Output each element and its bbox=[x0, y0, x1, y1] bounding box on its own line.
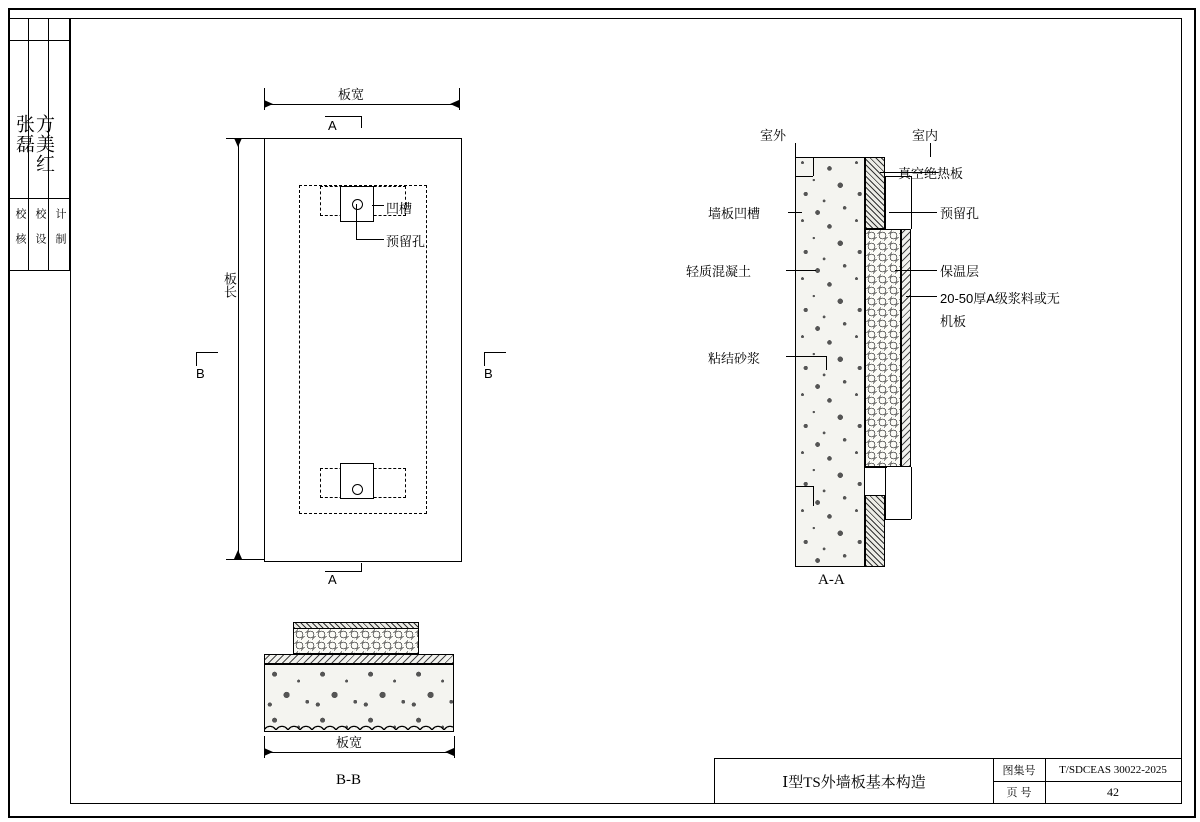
plan-section-mark-b-right: B bbox=[484, 366, 493, 381]
title-block-drawing-title: Ⅰ型TS外墙板基本构造 bbox=[782, 774, 926, 791]
plan-section-mark-b-left: B bbox=[196, 366, 205, 381]
section-aa-outdoor-label: 室外 bbox=[760, 128, 787, 143]
plan-width-dim-label: 板宽 bbox=[338, 87, 365, 102]
signature-1: 张磊 bbox=[13, 114, 34, 154]
section-bb-insulation-cap bbox=[293, 628, 419, 654]
strip-label-1: 校 设 bbox=[34, 208, 46, 245]
section-aa-insulation-layer bbox=[865, 229, 901, 467]
plan-upper-hole bbox=[352, 199, 363, 210]
title-block-page-label: 页 号 bbox=[1006, 787, 1032, 799]
section-bb-concrete-body bbox=[264, 664, 454, 732]
section-aa-bonding-mortar-strip bbox=[901, 229, 911, 467]
title-block-atlas-value: T/SDCEAS 30022-2025 bbox=[1059, 764, 1167, 776]
section-aa-callout-reserved-hole: 预留孔 bbox=[940, 206, 980, 221]
title-block bbox=[714, 758, 1182, 804]
section-aa-vip-bottom bbox=[865, 495, 885, 567]
section-aa-vip-top bbox=[865, 157, 885, 229]
section-aa-callout-vip: 真空绝热板 bbox=[898, 166, 964, 181]
sheet-inner-frame bbox=[70, 18, 1182, 804]
plan-lower-hole bbox=[352, 484, 363, 495]
section-bb-title: B-B bbox=[336, 772, 362, 788]
strip-label-2: 计 制 bbox=[54, 208, 66, 245]
title-block-atlas-label: 图集号 bbox=[1002, 765, 1036, 777]
section-aa-callout-slurry: 20-50厚A级浆料或无 bbox=[940, 291, 1060, 306]
section-bb-break-line bbox=[264, 724, 454, 730]
section-aa-callout-slurry-2: 机板 bbox=[940, 314, 967, 329]
section-aa-title: A-A bbox=[818, 572, 845, 588]
left-title-strip bbox=[8, 18, 70, 804]
section-aa-callout-bonding-mortar: 粘结砂浆 bbox=[708, 351, 761, 366]
section-aa-indoor-label: 室内 bbox=[912, 128, 939, 143]
section-aa-callout-insulation: 保温层 bbox=[940, 264, 980, 279]
plan-section-mark-a-top: A bbox=[328, 118, 337, 133]
plan-section-mark-a-bottom: A bbox=[328, 572, 337, 587]
title-block-page-value: 42 bbox=[1107, 784, 1119, 799]
signature-2: 方美红 bbox=[33, 114, 54, 174]
strip-label-0: 校 核 bbox=[14, 208, 26, 245]
section-aa-callout-wall-groove: 墙板凹槽 bbox=[708, 206, 761, 221]
section-aa-concrete-body bbox=[795, 157, 865, 567]
plan-callout-reserved-hole: 预留孔 bbox=[386, 234, 426, 249]
section-aa-callout-lightweight-concrete: 轻质混凝土 bbox=[686, 264, 752, 279]
plan-length-dim-label: 板长 bbox=[222, 272, 237, 298]
section-bb-mortar-band bbox=[264, 654, 454, 664]
plan-callout-groove: 凹槽 bbox=[386, 201, 413, 216]
section-bb-width-dim-label: 板宽 bbox=[336, 735, 363, 750]
section-bb-vip-strip bbox=[293, 622, 419, 629]
